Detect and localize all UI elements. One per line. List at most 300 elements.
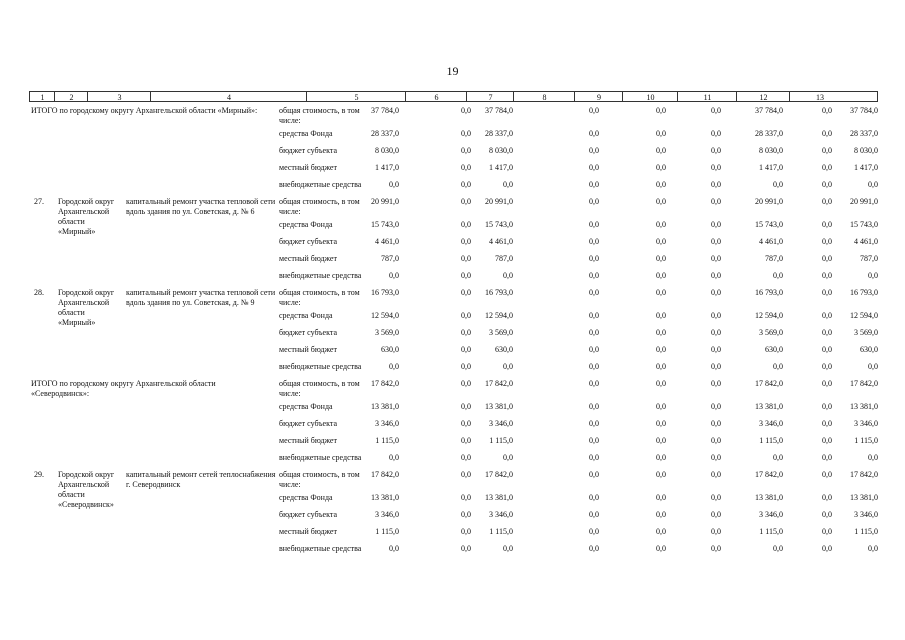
total-block bbox=[29, 102, 878, 193]
amount-cell: 0,0 bbox=[711, 470, 721, 479]
amount-cell: 0,0 bbox=[589, 311, 599, 320]
funding-source-label: общая стоимость, в том числе: bbox=[279, 379, 360, 398]
amount-cell: 0,0 bbox=[822, 271, 832, 280]
column-divider bbox=[622, 92, 623, 101]
amount-cell: 0,0 bbox=[389, 362, 399, 371]
funding-source-label: общая стоимость, в том числе: bbox=[279, 197, 360, 216]
total-title: ИТОГО по городскому округу Архангельской области «Северодвинск»: bbox=[31, 379, 216, 398]
amount-cell: 0,0 bbox=[822, 288, 832, 297]
amount-cell: 0,0 bbox=[711, 237, 721, 246]
funding-source-label: внебюджетные средства bbox=[279, 453, 362, 462]
amount-cell: 0,0 bbox=[461, 345, 471, 354]
amount-cell: 17 842,0 bbox=[755, 379, 783, 388]
amount-cell: 0,0 bbox=[711, 544, 721, 553]
funding-source-label: средства Фонда bbox=[279, 402, 333, 411]
amount-cell: 787,0 bbox=[495, 254, 513, 263]
item-owner: Городской округ Архангельской области «Северодвинск» bbox=[58, 470, 115, 509]
amount-cell: 0,0 bbox=[461, 328, 471, 337]
amount-cell: 0,0 bbox=[589, 436, 599, 445]
amount-cell: 13 381,0 bbox=[485, 493, 513, 502]
amount-cell: 1 115,0 bbox=[854, 436, 878, 445]
table-row bbox=[29, 506, 878, 523]
amount-cell: 13 381,0 bbox=[485, 402, 513, 411]
funding-source-label: местный бюджет bbox=[279, 527, 337, 536]
item-number: 27. bbox=[34, 197, 44, 206]
amount-cell: 0,0 bbox=[461, 419, 471, 428]
amount-cell: 1 115,0 bbox=[759, 527, 783, 536]
amount-cell: 0,0 bbox=[656, 254, 666, 263]
funding-source-label: бюджет субъекта bbox=[279, 146, 338, 155]
amount-cell: 0,0 bbox=[589, 345, 599, 354]
amount-cell: 12 594,0 bbox=[371, 311, 399, 320]
amount-cell: 3 346,0 bbox=[489, 419, 513, 428]
funding-source-label: бюджет субъекта bbox=[279, 510, 338, 519]
column-divider bbox=[789, 92, 790, 101]
item-description: капитальный ремонт участка тепловой сети вдоль здания по ул. Советская, д. № 9 bbox=[126, 288, 276, 307]
amount-cell: 0,0 bbox=[822, 493, 832, 502]
amount-cell: 0,0 bbox=[711, 345, 721, 354]
amount-cell: 0,0 bbox=[711, 106, 721, 115]
amount-cell: 630,0 bbox=[495, 345, 513, 354]
amount-cell: 1 115,0 bbox=[375, 527, 399, 536]
amount-cell: 0,0 bbox=[589, 271, 599, 280]
amount-cell: 0,0 bbox=[711, 220, 721, 229]
amount-cell: 15 743,0 bbox=[850, 220, 878, 229]
amount-cell: 0,0 bbox=[656, 180, 666, 189]
column-number: 3 bbox=[117, 93, 122, 102]
column-number: 7 bbox=[488, 93, 493, 102]
column-number: 2 bbox=[69, 93, 74, 102]
amount-cell: 0,0 bbox=[656, 453, 666, 462]
amount-cell: 0,0 bbox=[656, 146, 666, 155]
amount-cell: 0,0 bbox=[461, 362, 471, 371]
amount-cell: 16 793,0 bbox=[850, 288, 878, 297]
amount-cell: 17 842,0 bbox=[850, 470, 878, 479]
amount-cell: 630,0 bbox=[860, 345, 878, 354]
amount-cell: 28 337,0 bbox=[850, 129, 878, 138]
amount-cell: 0,0 bbox=[589, 544, 599, 553]
table-row bbox=[29, 176, 878, 193]
column-number: 10 bbox=[646, 93, 655, 102]
amount-cell: 0,0 bbox=[589, 163, 599, 172]
column-divider bbox=[150, 92, 151, 101]
amount-cell: 0,0 bbox=[711, 180, 721, 189]
amount-cell: 0,0 bbox=[711, 146, 721, 155]
table-row bbox=[29, 159, 878, 176]
amount-cell: 0,0 bbox=[711, 402, 721, 411]
amount-cell: 0,0 bbox=[822, 220, 832, 229]
amount-cell: 0,0 bbox=[589, 129, 599, 138]
amount-cell: 0,0 bbox=[656, 493, 666, 502]
amount-cell: 0,0 bbox=[389, 544, 399, 553]
amount-cell: 630,0 bbox=[381, 345, 399, 354]
amount-cell: 0,0 bbox=[503, 453, 513, 462]
amount-cell: 13 381,0 bbox=[755, 402, 783, 411]
table-row bbox=[29, 358, 878, 375]
amount-cell: 0,0 bbox=[461, 379, 471, 388]
column-number: 8 bbox=[542, 93, 547, 102]
amount-cell: 12 594,0 bbox=[485, 311, 513, 320]
amount-cell: 13 381,0 bbox=[371, 402, 399, 411]
column-divider bbox=[466, 92, 467, 101]
funding-source-label: средства Фонда bbox=[279, 129, 333, 138]
amount-cell: 17 842,0 bbox=[485, 379, 513, 388]
funding-source-label: внебюджетные средства bbox=[279, 362, 362, 371]
amount-cell: 3 346,0 bbox=[375, 419, 399, 428]
table-row bbox=[29, 398, 878, 415]
amount-cell: 0,0 bbox=[589, 146, 599, 155]
amount-cell: 15 743,0 bbox=[371, 220, 399, 229]
amount-cell: 0,0 bbox=[711, 379, 721, 388]
amount-cell: 1 115,0 bbox=[375, 436, 399, 445]
table-row bbox=[29, 449, 878, 466]
amount-cell: 0,0 bbox=[461, 470, 471, 479]
amount-cell: 1 417,0 bbox=[375, 163, 399, 172]
amount-cell: 16 793,0 bbox=[371, 288, 399, 297]
amount-cell: 0,0 bbox=[589, 493, 599, 502]
amount-cell: 1 115,0 bbox=[759, 436, 783, 445]
amount-cell: 0,0 bbox=[711, 453, 721, 462]
amount-cell: 0,0 bbox=[589, 379, 599, 388]
amount-cell: 13 381,0 bbox=[371, 493, 399, 502]
project-block bbox=[29, 193, 878, 284]
amount-cell: 0,0 bbox=[822, 197, 832, 206]
amount-cell: 37 784,0 bbox=[850, 106, 878, 115]
table-row bbox=[29, 216, 878, 233]
amount-cell: 0,0 bbox=[589, 288, 599, 297]
amount-cell: 0,0 bbox=[822, 106, 832, 115]
amount-cell: 0,0 bbox=[656, 402, 666, 411]
funding-source-label: бюджет субъекта bbox=[279, 237, 338, 246]
amount-cell: 17 842,0 bbox=[850, 379, 878, 388]
amount-cell: 0,0 bbox=[656, 436, 666, 445]
amount-cell: 0,0 bbox=[822, 163, 832, 172]
amount-cell: 0,0 bbox=[461, 493, 471, 502]
amount-cell: 20 991,0 bbox=[485, 197, 513, 206]
amount-cell: 0,0 bbox=[589, 197, 599, 206]
amount-cell: 3 346,0 bbox=[375, 510, 399, 519]
amount-cell: 0,0 bbox=[822, 453, 832, 462]
amount-cell: 0,0 bbox=[711, 510, 721, 519]
item-owner: Городской округ Архангельской области «Мирный» bbox=[58, 197, 115, 236]
amount-cell: 0,0 bbox=[822, 544, 832, 553]
amount-cell: 0,0 bbox=[461, 436, 471, 445]
column-number: 6 bbox=[434, 93, 439, 102]
amount-cell: 0,0 bbox=[773, 180, 783, 189]
column-number: 9 bbox=[597, 93, 601, 102]
table-row bbox=[29, 324, 878, 341]
amount-cell: 0,0 bbox=[656, 106, 666, 115]
amount-cell: 0,0 bbox=[461, 288, 471, 297]
amount-cell: 0,0 bbox=[503, 271, 513, 280]
amount-cell: 4 461,0 bbox=[759, 237, 783, 246]
column-number: 13 bbox=[816, 93, 824, 102]
amount-cell: 3 569,0 bbox=[489, 328, 513, 337]
amount-cell: 0,0 bbox=[589, 527, 599, 536]
amount-cell: 0,0 bbox=[822, 129, 832, 138]
amount-cell: 0,0 bbox=[656, 220, 666, 229]
amount-cell: 17 842,0 bbox=[371, 379, 399, 388]
column-divider bbox=[574, 92, 575, 101]
amount-cell: 0,0 bbox=[656, 129, 666, 138]
item-number: 29. bbox=[34, 470, 44, 479]
amount-cell: 0,0 bbox=[711, 129, 721, 138]
amount-cell: 0,0 bbox=[589, 328, 599, 337]
amount-cell: 0,0 bbox=[822, 237, 832, 246]
amount-cell: 3 346,0 bbox=[759, 419, 783, 428]
amount-cell: 12 594,0 bbox=[850, 311, 878, 320]
amount-cell: 0,0 bbox=[822, 379, 832, 388]
item-owner: Городской округ Архангельской области «Мирный» bbox=[58, 288, 115, 327]
amount-cell: 0,0 bbox=[589, 362, 599, 371]
amount-cell: 0,0 bbox=[461, 402, 471, 411]
amount-cell: 0,0 bbox=[461, 146, 471, 155]
amount-cell: 0,0 bbox=[589, 402, 599, 411]
column-number: 11 bbox=[703, 93, 712, 102]
column-number: 1 bbox=[40, 93, 45, 102]
amount-cell: 16 793,0 bbox=[755, 288, 783, 297]
amount-cell: 0,0 bbox=[656, 163, 666, 172]
column-divider bbox=[87, 92, 88, 101]
amount-cell: 28 337,0 bbox=[755, 129, 783, 138]
item-description: капитальный ремонт участка тепловой сети вдоль здания по ул. Советская, д. № 6 bbox=[126, 197, 276, 216]
amount-cell: 0,0 bbox=[589, 180, 599, 189]
amount-cell: 0,0 bbox=[822, 362, 832, 371]
amount-cell: 0,0 bbox=[461, 544, 471, 553]
amount-cell: 17 842,0 bbox=[371, 470, 399, 479]
amount-cell: 0,0 bbox=[711, 362, 721, 371]
amount-cell: 28 337,0 bbox=[485, 129, 513, 138]
table-row bbox=[29, 102, 878, 125]
project-block bbox=[29, 466, 878, 557]
funding-source-label: внебюджетные средства bbox=[279, 180, 362, 189]
amount-cell: 4 461,0 bbox=[375, 237, 399, 246]
amount-cell: 0,0 bbox=[773, 362, 783, 371]
amount-cell: 3 346,0 bbox=[489, 510, 513, 519]
amount-cell: 8 030,0 bbox=[489, 146, 513, 155]
amount-cell: 0,0 bbox=[589, 419, 599, 428]
amount-cell: 0,0 bbox=[822, 311, 832, 320]
amount-cell: 0,0 bbox=[461, 180, 471, 189]
amount-cell: 0,0 bbox=[711, 288, 721, 297]
amount-cell: 0,0 bbox=[656, 379, 666, 388]
amount-cell: 0,0 bbox=[711, 493, 721, 502]
table-row bbox=[29, 267, 878, 284]
amount-cell: 3 346,0 bbox=[854, 510, 878, 519]
financing-table bbox=[29, 91, 878, 557]
funding-source-label: внебюджетные средства bbox=[279, 544, 362, 553]
amount-cell: 787,0 bbox=[381, 254, 399, 263]
table-row bbox=[29, 415, 878, 432]
amount-cell: 0,0 bbox=[589, 254, 599, 263]
amount-cell: 0,0 bbox=[656, 362, 666, 371]
amount-cell: 0,0 bbox=[773, 271, 783, 280]
amount-cell: 1 417,0 bbox=[489, 163, 513, 172]
column-number: 5 bbox=[354, 93, 359, 102]
amount-cell: 0,0 bbox=[389, 271, 399, 280]
amount-cell: 13 381,0 bbox=[755, 493, 783, 502]
amount-cell: 37 784,0 bbox=[485, 106, 513, 115]
amount-cell: 0,0 bbox=[461, 527, 471, 536]
funding-source-label: бюджет субъекта bbox=[279, 419, 338, 428]
amount-cell: 0,0 bbox=[822, 328, 832, 337]
amount-cell: 15 743,0 bbox=[755, 220, 783, 229]
amount-cell: 4 461,0 bbox=[489, 237, 513, 246]
amount-cell: 8 030,0 bbox=[375, 146, 399, 155]
amount-cell: 20 991,0 bbox=[371, 197, 399, 206]
amount-cell: 3 346,0 bbox=[759, 510, 783, 519]
amount-cell: 0,0 bbox=[461, 510, 471, 519]
amount-cell: 0,0 bbox=[503, 180, 513, 189]
table-row bbox=[29, 523, 878, 540]
amount-cell: 0,0 bbox=[461, 197, 471, 206]
funding-source-label: средства Фонда bbox=[279, 493, 333, 502]
amount-cell: 3 569,0 bbox=[759, 328, 783, 337]
amount-cell: 0,0 bbox=[868, 453, 878, 462]
amount-cell: 0,0 bbox=[656, 197, 666, 206]
amount-cell: 3 569,0 bbox=[854, 328, 878, 337]
amount-cell: 0,0 bbox=[711, 527, 721, 536]
amount-cell: 0,0 bbox=[461, 220, 471, 229]
funding-source-label: местный бюджет bbox=[279, 436, 337, 445]
funding-source-label: местный бюджет bbox=[279, 163, 337, 172]
amount-cell: 0,0 bbox=[589, 220, 599, 229]
amount-cell: 20 991,0 bbox=[755, 197, 783, 206]
table-row bbox=[29, 250, 878, 267]
amount-cell: 37 784,0 bbox=[371, 106, 399, 115]
table-row bbox=[29, 540, 878, 557]
amount-cell: 0,0 bbox=[461, 163, 471, 172]
amount-cell: 4 461,0 bbox=[854, 237, 878, 246]
table-row bbox=[29, 142, 878, 159]
funding-source-label: местный бюджет bbox=[279, 345, 337, 354]
amount-cell: 0,0 bbox=[503, 544, 513, 553]
table-row bbox=[29, 489, 878, 506]
amount-cell: 13 381,0 bbox=[850, 402, 878, 411]
amount-cell: 0,0 bbox=[711, 197, 721, 206]
table-row bbox=[29, 233, 878, 250]
amount-cell: 0,0 bbox=[711, 328, 721, 337]
amount-cell: 0,0 bbox=[589, 470, 599, 479]
amount-cell: 8 030,0 bbox=[854, 146, 878, 155]
amount-cell: 28 337,0 bbox=[371, 129, 399, 138]
amount-cell: 0,0 bbox=[773, 544, 783, 553]
amount-cell: 0,0 bbox=[656, 311, 666, 320]
table-row bbox=[29, 341, 878, 358]
funding-source-label: общая стоимость, в том числе: bbox=[279, 288, 360, 307]
total-block bbox=[29, 375, 878, 466]
amount-cell: 3 569,0 bbox=[375, 328, 399, 337]
column-divider bbox=[736, 92, 737, 101]
amount-cell: 0,0 bbox=[822, 180, 832, 189]
amount-cell: 1 115,0 bbox=[489, 527, 513, 536]
amount-cell: 1 417,0 bbox=[759, 163, 783, 172]
table-row bbox=[29, 375, 878, 398]
amount-cell: 12 594,0 bbox=[755, 311, 783, 320]
amount-cell: 17 842,0 bbox=[485, 470, 513, 479]
funding-source-label: средства Фонда bbox=[279, 311, 333, 320]
funding-source-label: внебюджетные средства bbox=[279, 271, 362, 280]
amount-cell: 0,0 bbox=[711, 254, 721, 263]
column-number: 4 bbox=[227, 93, 231, 102]
funding-source-label: общая стоимость, в том числе: bbox=[279, 106, 360, 125]
amount-cell: 787,0 bbox=[860, 254, 878, 263]
amount-cell: 0,0 bbox=[822, 510, 832, 519]
column-divider bbox=[513, 92, 514, 101]
project-block bbox=[29, 284, 878, 375]
amount-cell: 0,0 bbox=[389, 180, 399, 189]
column-divider bbox=[306, 92, 307, 101]
column-divider bbox=[405, 92, 406, 101]
amount-cell: 0,0 bbox=[822, 345, 832, 354]
amount-cell: 0,0 bbox=[461, 237, 471, 246]
amount-cell: 0,0 bbox=[656, 345, 666, 354]
amount-cell: 0,0 bbox=[711, 271, 721, 280]
amount-cell: 630,0 bbox=[765, 345, 783, 354]
amount-cell: 0,0 bbox=[589, 237, 599, 246]
table-header-row bbox=[29, 91, 878, 102]
item-description: капитальный ремонт сетей теплоснабжения г. Северодвинск bbox=[126, 470, 276, 489]
amount-cell: 0,0 bbox=[589, 510, 599, 519]
amount-cell: 0,0 bbox=[461, 311, 471, 320]
amount-cell: 0,0 bbox=[461, 106, 471, 115]
amount-cell: 16 793,0 bbox=[485, 288, 513, 297]
funding-source-label: местный бюджет bbox=[279, 254, 337, 263]
amount-cell: 0,0 bbox=[868, 271, 878, 280]
amount-cell: 0,0 bbox=[461, 453, 471, 462]
amount-cell: 0,0 bbox=[656, 527, 666, 536]
amount-cell: 1 115,0 bbox=[854, 527, 878, 536]
amount-cell: 1 115,0 bbox=[489, 436, 513, 445]
amount-cell: 0,0 bbox=[461, 271, 471, 280]
amount-cell: 0,0 bbox=[711, 419, 721, 428]
amount-cell: 0,0 bbox=[503, 362, 513, 371]
amount-cell: 0,0 bbox=[822, 402, 832, 411]
column-number: 12 bbox=[759, 93, 768, 102]
page-number: 19 bbox=[446, 64, 459, 78]
amount-cell: 787,0 bbox=[765, 254, 783, 263]
amount-cell: 37 784,0 bbox=[755, 106, 783, 115]
amount-cell: 0,0 bbox=[389, 453, 399, 462]
funding-source-label: общая стоимость, в том числе: bbox=[279, 470, 360, 489]
amount-cell: 0,0 bbox=[656, 544, 666, 553]
amount-cell: 3 346,0 bbox=[854, 419, 878, 428]
amount-cell: 0,0 bbox=[711, 436, 721, 445]
amount-cell: 0,0 bbox=[656, 470, 666, 479]
amount-cell: 0,0 bbox=[656, 237, 666, 246]
amount-cell: 0,0 bbox=[822, 419, 832, 428]
total-title: ИТОГО по городскому округу Архангельской области «Мирный»: bbox=[31, 106, 258, 115]
amount-cell: 1 417,0 bbox=[854, 163, 878, 172]
amount-cell: 0,0 bbox=[461, 129, 471, 138]
column-divider bbox=[677, 92, 678, 101]
amount-cell: 0,0 bbox=[711, 311, 721, 320]
amount-cell: 0,0 bbox=[589, 106, 599, 115]
amount-cell: 0,0 bbox=[773, 453, 783, 462]
amount-cell: 17 842,0 bbox=[755, 470, 783, 479]
amount-cell: 13 381,0 bbox=[850, 493, 878, 502]
amount-cell: 0,0 bbox=[822, 527, 832, 536]
amount-cell: 0,0 bbox=[656, 510, 666, 519]
amount-cell: 0,0 bbox=[822, 470, 832, 479]
amount-cell: 0,0 bbox=[868, 362, 878, 371]
amount-cell: 0,0 bbox=[656, 271, 666, 280]
amount-cell: 0,0 bbox=[461, 254, 471, 263]
amount-cell: 8 030,0 bbox=[759, 146, 783, 155]
amount-cell: 0,0 bbox=[711, 163, 721, 172]
amount-cell: 0,0 bbox=[822, 146, 832, 155]
amount-cell: 0,0 bbox=[822, 436, 832, 445]
